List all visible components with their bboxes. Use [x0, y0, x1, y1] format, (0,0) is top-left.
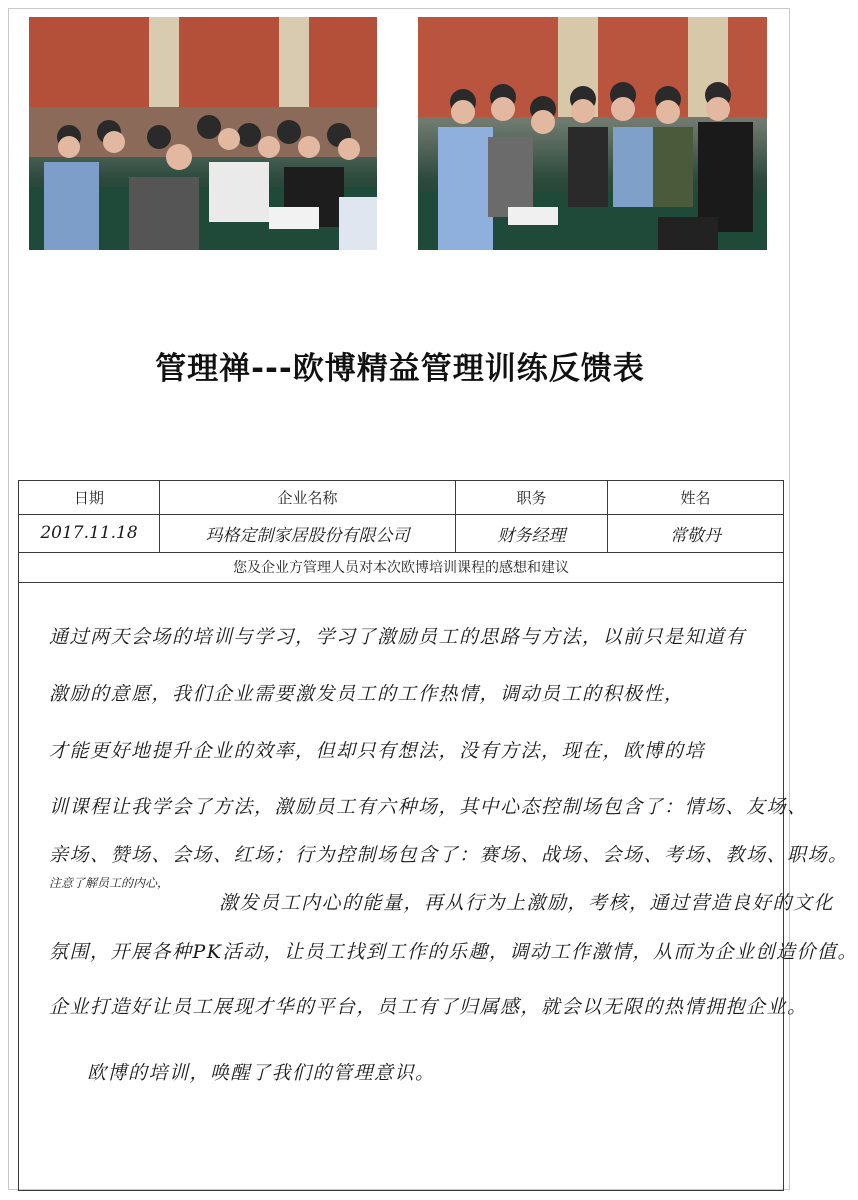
feedback-line: 亲场、赞场、会场、红场；行为控制场包含了：赛场、战场、会场、考场、教场、职场。: [49, 844, 849, 866]
feedback-line: 激发员工内心的能量，再从行为上激励，考核，通过营造良好的文化: [219, 892, 835, 914]
form-header-row: [19, 481, 783, 515]
value-name: [608, 514, 783, 552]
header-company: 企业名称: [160, 481, 456, 514]
feedback-line: 训课程让我学会了方法，激励员工有六种场，其中心态控制场包含了：情场、友场、: [49, 796, 808, 818]
header-name: 姓名: [680, 489, 711, 507]
page-title: 管理禅---欧博精益管理训练反馈表: [155, 351, 645, 387]
feedback-line: 氛围，开展各种PK活动，让员工找到工作的乐趣，调动工作激情，从而为企业创造价值。: [49, 941, 858, 963]
feedback-line: 欧博的培训，唤醒了我们的管理意识。: [87, 1062, 436, 1084]
feedback-line: 企业打造好让员工展现才华的平台，员工有了归属感，就会以无限的热情拥抱企业。: [49, 996, 808, 1018]
feedback-body: [19, 582, 858, 1190]
header-date: 日期: [19, 481, 160, 514]
feedback-line: 激励的意愿，我们企业需要激发员工的工作热情，调动员工的积极性，: [49, 683, 685, 705]
header-position: 职务: [456, 481, 608, 514]
form-value-row: [19, 514, 783, 553]
feedback-prompt: 您及企业方管理人员对本次欧博培训课程的感想和建议: [19, 552, 783, 583]
feedback-line: 注意了解员工的内心，: [49, 876, 170, 890]
value-date: [19, 514, 160, 552]
value-company-text: 玛格定制家居股份有限公司: [205, 525, 410, 546]
training-photo-right: [418, 17, 767, 250]
feedback-line: 才能更好地提升企业的效率，但却只有想法，没有方法，现在，欧博的培: [49, 740, 706, 762]
value-name-text: 常敬丹: [670, 525, 721, 546]
feedback-form: [18, 480, 858, 1191]
value-company: [160, 514, 456, 552]
value-date-text: 2017.11.18: [40, 523, 138, 543]
value-position-text: 财务经理: [497, 525, 566, 546]
feedback-line: 通过两天会场的培训与学习，学习了激励员工的思路与方法，以前只是知道有: [49, 626, 747, 648]
value-position: [456, 514, 608, 552]
training-photo-left: [29, 17, 377, 250]
